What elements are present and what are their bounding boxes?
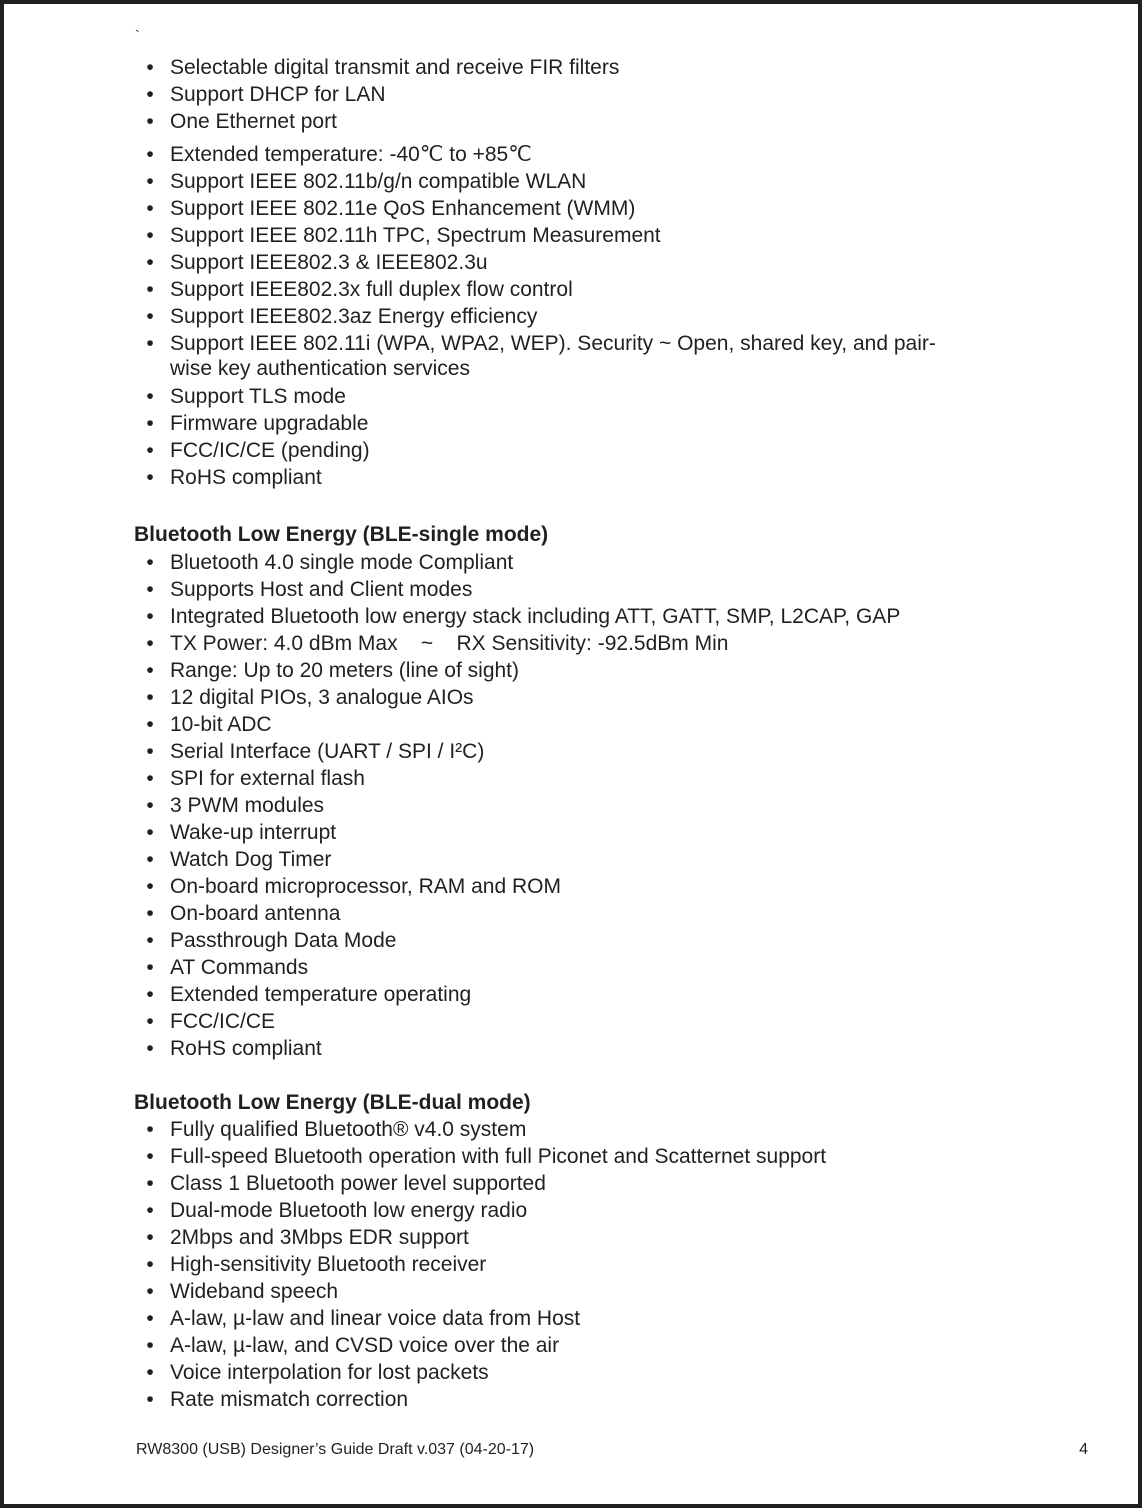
bullet-icon: • [146,1361,154,1384]
bullet-icon: • [146,1388,154,1411]
list-item: • Firmware upgradable [4,411,1004,438]
bullet-icon: • [146,56,154,79]
list-item: • Support IEEE 802.11b/g/n compatible WLAN [4,169,1004,196]
bullet-icon: • [146,1334,154,1357]
bullet-icon: • [146,1037,154,1060]
bullet-icon: • [146,224,154,247]
list-item: • Wideband speech [4,1279,1004,1306]
footer-document-title: RW8300 (USB) Designer’s Guide Draft v.037 (04-20-17) [136,1441,535,1458]
list-item: • Passthrough Data Mode [4,928,1004,955]
bullet-icon: • [146,1280,154,1303]
bullet-icon: • [146,605,154,628]
list-item: • 2Mbps and 3Mbps EDR support [4,1225,1004,1252]
bullet-icon: • [146,767,154,790]
bullet-icon: • [146,1010,154,1033]
list-item: • Support IEEE 802.11e QoS Enhancement (WMM) [4,196,1004,223]
list-item: • Full-speed Bluetooth operation with full Piconet and Scatternet support [4,1144,1004,1171]
list-item: • One Ethernet port [4,109,1004,136]
bullet-icon: • [146,632,154,655]
list-item: • Fully qualified Bluetooth® v4.0 system [4,1117,1004,1144]
list-item: • Selectable digital transmit and receive FIR filters [4,55,1004,82]
bullet-icon: • [146,439,154,462]
list-item: • On-board antenna [4,901,1004,928]
bullet-icon: • [146,1226,154,1249]
list-item: • AT Commands [4,955,1004,982]
list-item: • FCC/IC/CE (pending) [4,438,1004,465]
list-item: • High-sensitivity Bluetooth receiver [4,1252,1004,1279]
list-item: • Support DHCP for LAN [4,82,1004,109]
footer-page-number: 4 [1079,1441,1088,1458]
bullet-icon: • [146,83,154,106]
bullet-icon: • [146,848,154,871]
bullet-icon: • [146,385,154,408]
list-item: • Support TLS mode [4,384,1004,411]
bullet-icon: • [146,466,154,489]
bullet-icon: • [146,875,154,898]
bullet-icon: • [146,170,154,193]
bullet-icon: • [146,551,154,574]
section-heading-ble-dual: Bluetooth Low Energy (BLE-dual mode) [134,1091,531,1114]
bullet-icon: • [146,1145,154,1168]
stray-mark: ` [135,27,140,43]
list-item: • RoHS compliant [4,1036,1004,1063]
bullet-icon: • [146,197,154,220]
list-item: • 12 digital PIOs, 3 analogue AIOs [4,685,1004,712]
bullet-icon: • [146,956,154,979]
list-item: • Integrated Bluetooth low energy stack including ATT, GATT, SMP, L2CAP, GAP [4,604,1004,631]
bullet-icon: • [146,1172,154,1195]
bullet-icon: • [146,983,154,1006]
bullet-icon: • [146,794,154,817]
list-item: • Support IEEE 802.11h TPC, Spectrum Measurement [4,223,1004,250]
bullet-icon: • [146,1199,154,1222]
list-item: • Watch Dog Timer [4,847,1004,874]
list-item: • Support IEEE802.3x full duplex flow control [4,277,1004,304]
bullet-icon: • [146,412,154,435]
list-item: • Serial Interface (UART / SPI / I²C) [4,739,1004,766]
list-item: • 10-bit ADC [4,712,1004,739]
list-item: • Dual-mode Bluetooth low energy radio [4,1198,1004,1225]
list-item: • Range: Up to 20 meters (line of sight) [4,658,1004,685]
list-item: • Wake-up interrupt [4,820,1004,847]
ble-dual-feature-list [4,1117,1004,1414]
list-item: • Support IEEE 802.11i (WPA, WPA2, WEP). Security ~ Open, shared key, and pair-wise key authentication services [4,331,970,384]
list-item: • Voice interpolation for lost packets [4,1360,1004,1387]
list-item: • Support IEEE802.3 & IEEE802.3u [4,250,1004,277]
bullet-icon: • [146,110,154,133]
bullet-icon: • [146,713,154,736]
ble-single-feature-list [4,550,1004,1063]
bullet-icon: • [146,1307,154,1330]
bullet-icon: • [146,251,154,274]
list-item: • Rate mismatch correction [4,1387,1004,1414]
wifi-feature-list [4,55,1004,492]
bullet-icon: • [146,659,154,682]
list-item: • SPI for external flash [4,766,1004,793]
bullet-icon: • [146,578,154,601]
bullet-icon: • [146,740,154,763]
section-heading-ble-single: Bluetooth Low Energy (BLE-single mode) [134,523,549,546]
bullet-icon: • [146,686,154,709]
bullet-icon: • [146,332,154,355]
list-item: • A-law, µ-law, and CVSD voice over the air [4,1333,1004,1360]
bullet-icon: • [146,929,154,952]
bullet-icon: • [146,305,154,328]
list-item: • RoHS compliant [4,465,1004,492]
bullet-icon: • [146,902,154,925]
bullet-icon: • [146,278,154,301]
list-item: • 3 PWM modules [4,793,1004,820]
bullet-icon: • [146,1253,154,1276]
list-item: • Class 1 Bluetooth power level supported [4,1171,1004,1198]
list-item: • TX Power: 4.0 dBm Max ~ RX Sensitivity: -92.5dBm Min [4,631,1004,658]
list-item: • Extended temperature: -40℃ to +85℃ [4,136,1004,169]
list-item: • A-law, µ-law and linear voice data from Host [4,1306,1004,1333]
bullet-icon: • [146,143,154,166]
list-item: • On-board microprocessor, RAM and ROM [4,874,1004,901]
list-item: • Extended temperature operating [4,982,1004,1009]
list-item: • FCC/IC/CE [4,1009,1004,1036]
bullet-icon: • [146,1118,154,1141]
list-item: • Supports Host and Client modes [4,577,1004,604]
list-item: • Bluetooth 4.0 single mode Compliant [4,550,1004,577]
bullet-icon: • [146,821,154,844]
list-item: • Support IEEE802.3az Energy efficiency [4,304,1004,331]
